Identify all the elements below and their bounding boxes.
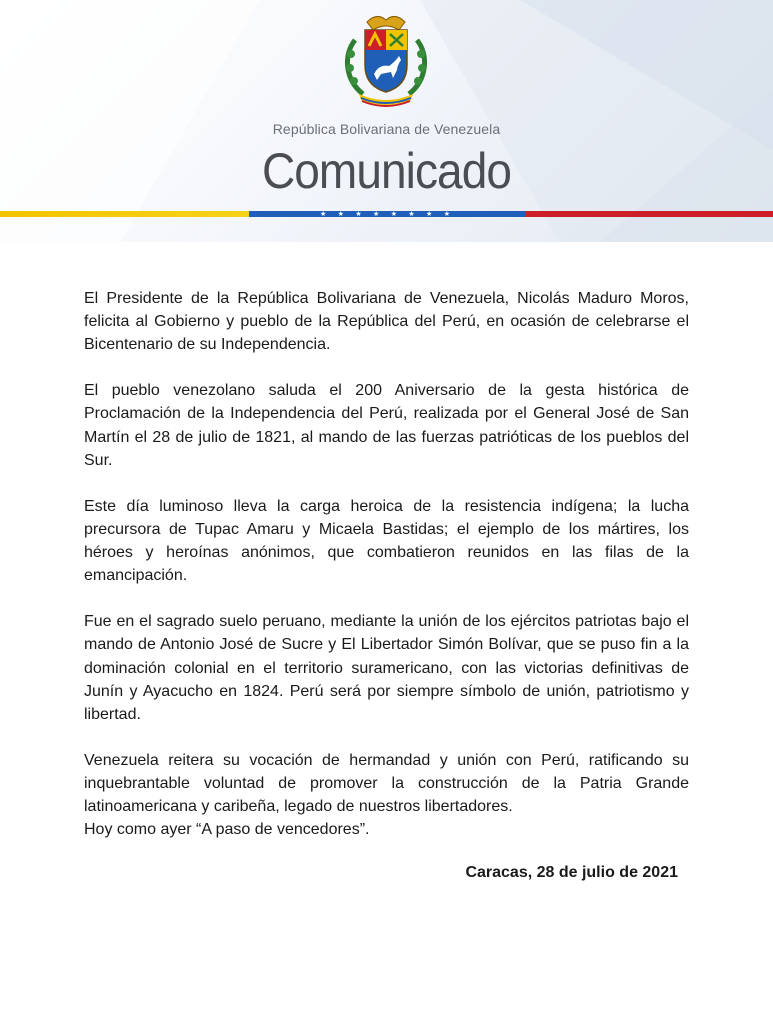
paragraph: Venezuela reitera su vocación de hermandad y unión con Perú, ratificando su inquebrantable voluntad de promover la construcción de la Patria Grande latinoamericana y caribeña, legado de nuestros libertadores. <box>84 751 689 816</box>
star-icon: ★ <box>443 210 450 218</box>
star-icon: ★ <box>408 210 415 218</box>
star-icon: ★ <box>373 210 380 218</box>
paragraph: Este día luminoso lleva la carga heroica de la resistencia indígena; la lucha precursora de Tupac Amaru y Micaela Bastidas; el ejemplo de los mártires, los héroes y heroínas anónimos, que combatieron reunidos en las filas de la emancipación. <box>84 497 689 585</box>
star-icon: ★ <box>320 210 327 218</box>
closing-motto: Hoy como ayer “A paso de vencedores”. <box>84 821 370 839</box>
star-icon: ★ <box>390 210 397 218</box>
document-title: Comunicado <box>261 143 512 199</box>
paragraph: El Presidente de la República Bolivariana de Venezuela, Nicolás Maduro Moros, felicita al Gobierno y pueblo de la República del Perú, en ocasión de celebrarse el Bicentenario de su Independencia. <box>84 290 689 354</box>
paragraph: Fue en el sagrado suelo peruano, mediante la unión de los ejércitos patriotas bajo el mando de Antonio José de Sucre y El Libertador Simón Bolívar, que se puso fin a la dominación colonial en el territorio suramericano, con las victorias definitivas de Junín y Ayacucho en 1824. Perú será por siempre símbolo de unión, patriotismo y libertad. <box>84 613 689 723</box>
paragraph: El pueblo venezolano saluda el 200 Aniversario de la gesta histórica de Proclamación de la Independencia del Perú, realizada por el General José de San Martín el 28 de julio de 1821, al mando de las fuerzas patrióticas de los pueblos del Sur. <box>84 382 689 469</box>
flag-stars <box>320 208 450 220</box>
letterhead <box>0 0 773 242</box>
star-icon: ★ <box>337 210 344 218</box>
communique-body <box>84 287 689 864</box>
republic-name: República Bolivariana de Venezuela <box>272 121 501 137</box>
star-icon: ★ <box>355 210 362 218</box>
star-icon: ★ <box>426 210 433 218</box>
place-date: Caracas, 28 de julio de 2021 <box>465 864 678 881</box>
coat-of-arms-icon <box>337 10 435 108</box>
flag-red-stripe <box>525 211 773 217</box>
flag-yellow-stripe <box>0 211 249 217</box>
